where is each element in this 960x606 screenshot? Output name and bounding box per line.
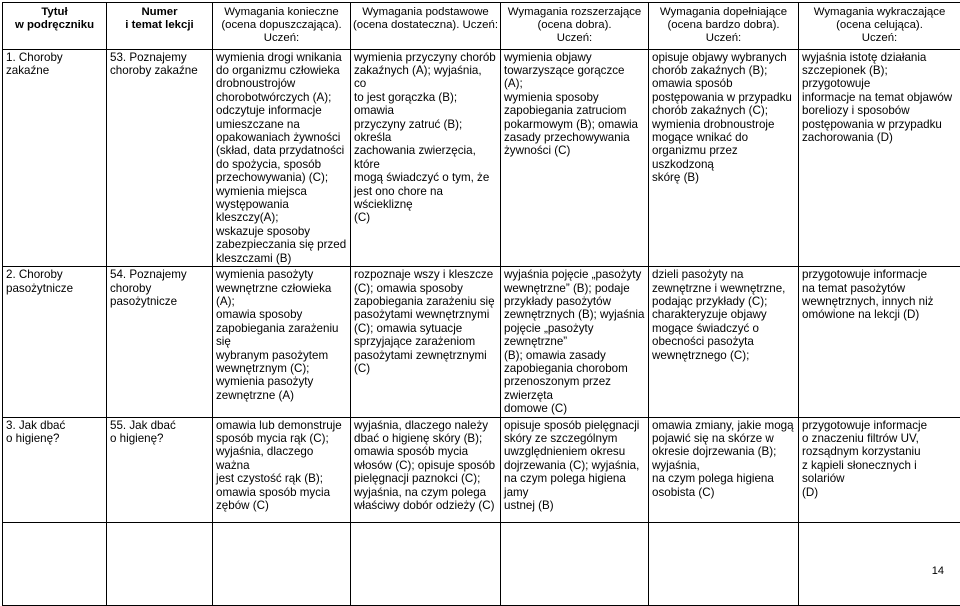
header-basic: Wymagania podstawowe (ocena dostateczna). Uczeń: [351, 3, 501, 50]
cell-lesson: 54. Poznajemy choroby pasożytnicze [107, 267, 213, 417]
cell-basic: wyjaśnia, dlaczego należy dbać o higienę skóry (B); omawia sposób mycia włosów (C); opisuje sposób pielęgnacji paznokci (C); wyjaśnia, na czym polega właściwy dobór odzieży (C) [351, 417, 501, 522]
header-essential: Wymagania konieczne (ocena dopuszczająca). Uczeń: [213, 3, 351, 50]
empty-cell [351, 522, 501, 605]
header-beyond: Wymagania wykraczające (ocena celująca). Uczeń: [799, 3, 960, 50]
cell-supplementary: opisuje objawy wybranych chorób zakaźnych (B); omawia sposób postępowania w przypadku chorób zakaźnych (C); wymienia drobnoustroje mogące wnikać do organizmu przez uszkodzoną skórę (B) [649, 49, 799, 267]
cell-topic: 2. Choroby pasożytnicze [3, 267, 107, 417]
cell-lesson: 55. Jak dbać o higienę? [107, 417, 213, 522]
empty-cell [649, 522, 799, 605]
cell-beyond: przygotowuje informacje na temat pasożytów wewnętrznych, innych niż omówione na lekcji (D) [799, 267, 960, 417]
header-extended: Wymagania rozszerzające (ocena dobra). Uczeń: [501, 3, 649, 50]
header-supplementary: Wymagania dopełniające (ocena bardzo dobra). Uczeń: [649, 3, 799, 50]
empty-cell [501, 522, 649, 605]
cell-supplementary: omawia zmiany, jakie mogą pojawić się na skórze w okresie dojrzewania (B); wyjaśnia, na czym polega higiena osobista (C) [649, 417, 799, 522]
table-row [3, 522, 960, 605]
header-topic: Tytuł w podręczniku [3, 3, 107, 50]
table-row [3, 417, 960, 522]
page-number: 14 [932, 565, 944, 577]
cell-supplementary: dzieli pasożyty na zewnętrzne i wewnętrzne, podając przykłady (C); charakteryzuje objawy mogące świadczyć o obecności pasożyta wewnętrznego (C); [649, 267, 799, 417]
header-lesson: Numer i temat lekcji [107, 3, 213, 50]
cell-extended: wyjaśnia pojęcie „pasożyty wewnętrzne” (B); podaje przykłady pasożytów zewnętrznych (B); wyjaśnia pojęcie „pasożyty zewnętrzne” (B); omawia zasady zapobiegania chorobom przenoszonym przez zwierzęta domowe (C) [501, 267, 649, 417]
cell-beyond: przygotowuje informacje o znaczeniu filtrów UV, rozsądnym korzystaniu z kąpieli słonecznych i solariów (D) [799, 417, 960, 522]
requirements-table [2, 2, 960, 606]
cell-essential: omawia lub demonstruje sposób mycia rąk (C); wyjaśnia, dlaczego ważna jest czystość rąk (B); omawia sposób mycia zębów (C) [213, 417, 351, 522]
empty-cell [799, 522, 960, 605]
cell-basic: rozpoznaje wszy i kleszcze (C); omawia sposoby zapobiegania zarażeniu się pasożytami wewnętrznymi (C); omawia sytuacje sprzyjające zarażeniom pasożytami zewnętrznymi (C) [351, 267, 501, 417]
empty-cell [213, 522, 351, 605]
cell-topic: 3. Jak dbać o higienę? [3, 417, 107, 522]
empty-cell [3, 522, 107, 605]
empty-cell [107, 522, 213, 605]
cell-topic: 1. Choroby zakaźne [3, 49, 107, 267]
cell-basic: wymienia przyczyny chorób zakaźnych (A); wyjaśnia, co to jest gorączka (B); omawia przyczyny zatruć (B); określa zachowania zwierzęcia, które mogą świadczyć o tym, że jest ono chore na wściekliznę (C) [351, 49, 501, 267]
cell-essential: wymienia drogi wnikania do organizmu człowieka drobnoustrojów chorobotwórczych (A); odczytuje informacje umieszczane na opakowaniach żywności (skład, data przydatności do spożycia, sposób przechowywania) (C); wymienia miejsca występowania kleszczy(A); wskazuje sposoby zabezpieczania się przed kleszczami (B) [213, 49, 351, 267]
cell-lesson: 53. Poznajemy choroby zakaźne [107, 49, 213, 267]
cell-extended: opisuje sposób pielęgnacji skóry ze szczególnym uwzględnieniem okresu dojrzewania (C); wyjaśnia, na czym polega higiena jamy ustnej (B) [501, 417, 649, 522]
cell-beyond: wyjaśnia istotę działania szczepionek (B); przygotowuje informacje na temat objawów boreliozy i sposobów postępowania w przypadku zachorowania (D) [799, 49, 960, 267]
table-row [3, 49, 960, 267]
cell-essential: wymienia pasożyty wewnętrzne człowieka (A); omawia sposoby zapobiegania zarażeniu się wybranym pasożytem wewnętrznym (C); wymienia pasożyty zewnętrzne (A) [213, 267, 351, 417]
header-row [3, 3, 960, 50]
table-row [3, 267, 960, 417]
cell-extended: wymienia objawy towarzyszące gorączce (A); wymienia sposoby zapobiegania zatruciom pokarmowym (B); omawia zasady przechowywania żywności (C) [501, 49, 649, 267]
